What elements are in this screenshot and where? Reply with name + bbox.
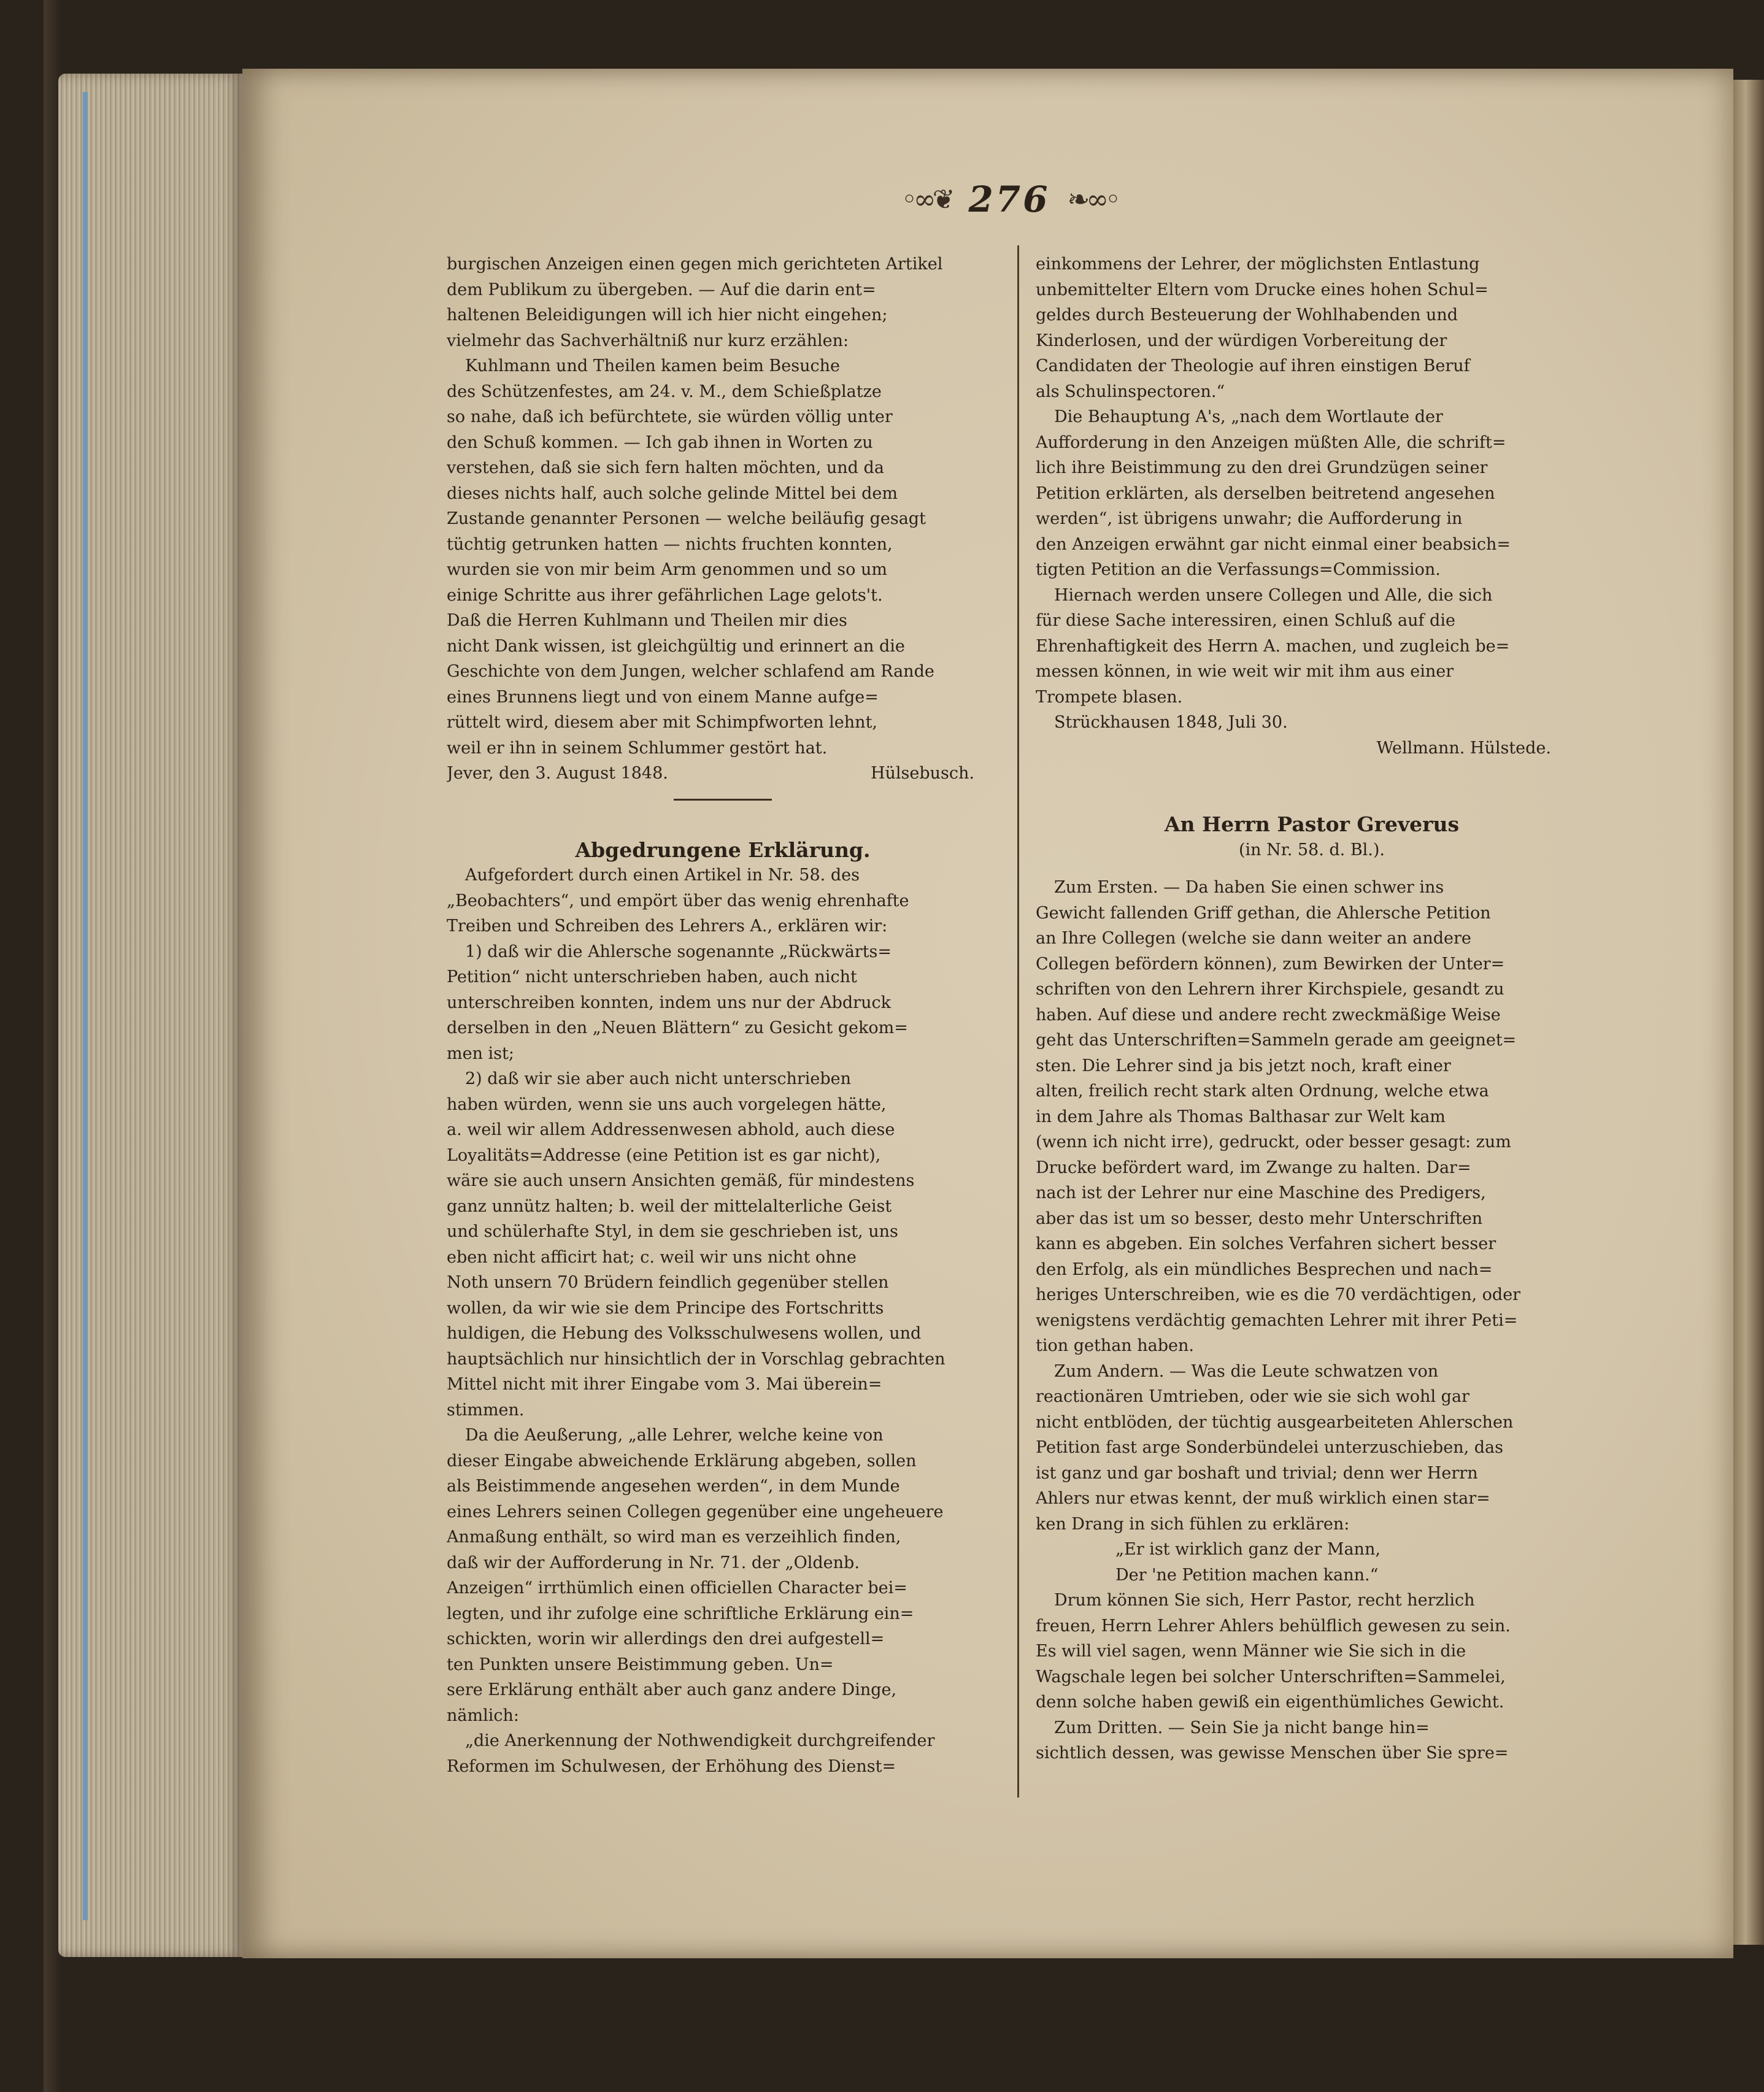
article-3-body	[1036, 875, 1588, 1766]
text-line: und schülerhafte Styl, in dem sie geschrieben ist, uns	[447, 1222, 898, 1241]
left-ornament-icon: ◦∞❦	[901, 183, 952, 215]
text-line: nicht entblöden, der tüchtig ausgearbeiteten Ahlerschen	[1036, 1412, 1514, 1432]
text-line: des Schützenfestes, am 24. v. M., dem Schießplatze	[447, 382, 882, 401]
text-line: Drucke befördert ward, im Zwange zu halten. Dar=	[1036, 1158, 1471, 1177]
text-line: Ehrenhaftigkeit des Herrn A. machen, und zugleich be=	[1036, 636, 1510, 656]
article-3-title: An Herrn Pastor Greverus	[1164, 812, 1460, 836]
text-line: denn solche haben gewiß ein eigenthümliches Gewicht.	[1036, 1693, 1504, 1712]
text-line: eben nicht afficirt hat; c. weil wir uns nicht ohne	[447, 1247, 857, 1267]
section-rule	[447, 786, 999, 812]
article-2-continuation	[1036, 252, 1588, 736]
text-line: Aufforderung in den Anzeigen müßten Alle, die schrift=	[1036, 433, 1506, 452]
text-line: stimmen.	[447, 1400, 525, 1420]
text-line: Treiben und Schreiben des Lehrers A., erklären wir:	[447, 917, 888, 936]
page-number: 276	[968, 179, 1050, 220]
text-line: ganz unnütz halten; b. weil der mittelalterliche Geist	[447, 1196, 892, 1216]
right-ornament-icon: ❧∞◦	[1067, 183, 1118, 215]
text-line: tüchtig getrunken hatten — nichts fruchten konnten,	[447, 534, 893, 554]
text-line: Zum Ersten. — Da haben Sie einen schwer ins	[1054, 878, 1444, 897]
text-line: hauptsächlich nur hinsichtlich der in Vorschlag gebrachten	[447, 1349, 946, 1369]
text-line: Gewicht fallenden Griff gethan, die Ahlersche Petition	[1036, 903, 1491, 923]
text-line: dieses nichts half, auch solche gelinde Mittel bei dem	[447, 483, 898, 503]
text-line: wurden sie von mir beim Arm genommen und so um	[447, 560, 887, 579]
text-line: (wenn ich nicht irre), gedruckt, oder besser gesagt: zum	[1036, 1133, 1511, 1152]
text-line: daß wir der Aufforderung in Nr. 71. der „Oldenb.	[447, 1553, 860, 1572]
page-header	[871, 175, 1147, 224]
text-line: ten Punkten unsere Beistimmung geben. Un=	[447, 1655, 834, 1674]
text-line: dieser Eingabe abweichende Erklärung abgeben, sollen	[447, 1451, 917, 1471]
bookmark-ribbon	[83, 92, 88, 1920]
text-line: einige Schritte aus ihrer gefährlichen Lage gelots't.	[447, 585, 883, 605]
text-line: haben. Auf diese und andere recht zweckmäßige Weise	[1036, 1005, 1501, 1025]
text-line: Geschichte von dem Jungen, welcher schlafend am Rande	[447, 662, 934, 681]
text-line: Candidaten der Theologie auf ihren einstigen Beruf	[1036, 356, 1470, 375]
text-line: unterschreiben konnten, indem uns nur der Abdruck	[447, 993, 891, 1012]
text-line: nämlich:	[447, 1706, 519, 1725]
text-line: a. weil wir allem Addressenwesen abhold, auch diese	[447, 1120, 895, 1139]
text-line: vielmehr das Sachverhältniß nur kurz erzählen:	[447, 331, 849, 350]
text-line: Strückhausen 1848, Juli 30.	[1054, 713, 1288, 732]
text-line: den Anzeigen erwähnt gar nicht einmal einer beabsich=	[1036, 534, 1511, 554]
book-page-edges	[58, 74, 242, 1957]
text-line: in dem Jahre als Thomas Balthasar zur Welt kam	[1036, 1107, 1446, 1126]
text-line: den Schuß kommen. — Ich gab ihnen in Worten zu	[447, 433, 873, 452]
text-line: sten. Die Lehrer sind ja bis jetzt noch, kraft einer	[1036, 1056, 1451, 1075]
text-line: Aufgefordert durch einen Artikel in Nr. 58. des	[465, 866, 860, 885]
text-line: Zum Dritten. — Sein Sie ja nicht bange hin=	[1054, 1718, 1430, 1737]
text-line: wenigstens verdächtig gemachten Lehrer mit ihrer Peti=	[1036, 1310, 1518, 1330]
text-line: tigten Petition an die Verfassungs=Commission.	[1036, 560, 1441, 579]
text-line: Petition erklärten, als derselben beitretend angesehen	[1036, 483, 1495, 503]
text-line: den Erfolg, als ein mündliches Besprechen und nach=	[1036, 1259, 1493, 1279]
text-line: wollen, da wir wie sie dem Principe des Fortschritts	[447, 1298, 884, 1318]
text-line: schriften von den Lehrern ihrer Kirchspiele, gesandt zu	[1036, 980, 1504, 999]
text-line: Noth unsern 70 Brüdern feindlich gegenüber stellen	[447, 1273, 889, 1292]
text-line: nicht Dank wissen, ist gleichgültig und erinnert an die	[447, 636, 905, 656]
text-line: Reformen im Schulwesen, der Erhöhung des Dienst=	[447, 1756, 896, 1776]
text-line: Drum können Sie sich, Herr Pastor, recht herzlich	[1054, 1591, 1475, 1610]
column-divider	[1017, 245, 1019, 1798]
text-line: Kuhlmann und Theilen kamen beim Besuche	[465, 356, 840, 375]
text-line: eines Brunnens liegt und von einem Manne aufge=	[447, 687, 879, 707]
text-line: „Er ist wirklich ganz der Mann,	[1115, 1540, 1381, 1559]
text-line: „die Anerkennung der Nothwendigkeit durchgreifender	[465, 1731, 935, 1750]
text-line: sichtlich dessen, was gewisse Menschen über Sie spre=	[1036, 1744, 1509, 1763]
text-line: Anmaßung enthält, so wird man es verzeihlich finden,	[447, 1528, 901, 1547]
article-2-title: Abgedrungene Erklärung.	[575, 837, 871, 862]
text-line: tion gethan haben.	[1036, 1336, 1195, 1355]
text-line: sere Erklärung enthält aber auch ganz andere Dinge,	[447, 1680, 897, 1699]
text-line: Petition“ nicht unterschrieben haben, auch nicht	[447, 967, 857, 986]
text-line: Trompete blasen.	[1036, 687, 1183, 707]
text-line: Loyalitäts=Addresse (eine Petition ist es gar nicht),	[447, 1145, 881, 1165]
text-line: reactionären Umtrieben, oder wie sie sich wohl gar	[1036, 1387, 1469, 1406]
text-line: Kinderlosen, und der würdigen Vorbereitung der	[1036, 331, 1447, 350]
text-line: ken Drang in sich fühlen zu erklären:	[1036, 1514, 1350, 1534]
text-line: aber das ist um so besser, desto mehr Unterschriften	[1036, 1209, 1483, 1228]
text-line: legten, und ihr zufolge eine schriftliche Erklärung ein=	[447, 1604, 914, 1623]
text-line: schickten, worin wir allerdings den drei aufgestell=	[447, 1629, 885, 1648]
text-line: „Beobachters“, und empört über das wenig ehrenhafte	[447, 891, 909, 910]
text-line: ist ganz und gar boshaft und trivial; denn wer Herrn	[1036, 1463, 1478, 1483]
text-line: freuen, Herrn Lehrer Ahlers behülflich gewesen zu sein.	[1036, 1616, 1511, 1636]
text-line: 2) daß wir sie aber auch nicht unterschrieben	[465, 1069, 852, 1088]
signature-place-date: Jever, den 3. August 1848.	[447, 764, 668, 783]
article-2-body	[447, 863, 999, 1779]
text-line: Daß die Herren Kuhlmann und Theilen mir dies	[447, 611, 847, 630]
text-line: als Beistimmende angesehen werden“, in dem Munde	[447, 1477, 900, 1496]
article-1-signature	[447, 761, 999, 786]
next-page-edge	[1733, 80, 1764, 1945]
article-2-signature: Wellmann. Hülstede.	[1376, 738, 1551, 758]
article-3-subtitle: (in Nr. 58. d. Bl.).	[1238, 840, 1385, 859]
text-line: Petition fast arge Sonderbündelei unterzuschieben, das	[1036, 1438, 1503, 1457]
text-line: Mittel nicht mit ihrer Eingabe vom 3. Mai überein=	[447, 1375, 882, 1394]
text-line: verstehen, daß sie sich fern halten möchten, und da	[447, 458, 884, 477]
text-line: werden“, ist übrigens unwahr; die Aufforderung in	[1036, 509, 1463, 528]
text-line: geldes durch Besteuerung der Wohlhabenden und	[1036, 306, 1458, 325]
text-line: Hiernach werden unsere Collegen und Alle, die sich	[1054, 585, 1493, 605]
article-1-body	[447, 252, 999, 761]
text-line: Zustande genannter Personen — welche beiläufig gesagt	[447, 509, 926, 528]
text-line: rüttelt wird, diesem aber mit Schimpfworten lehnt,	[447, 713, 877, 732]
text-line: eines Lehrers seinen Collegen gegenüber eine ungeheuere	[447, 1502, 944, 1521]
text-line: an Ihre Collegen (welche sie dann weiter an andere	[1036, 929, 1471, 948]
text-line: Anzeigen“ irrthümlich einen officiellen Character bei=	[447, 1579, 907, 1598]
left-column	[447, 252, 999, 1779]
text-line: kann es abgeben. Ein solches Verfahren sichert besser	[1036, 1234, 1496, 1253]
text-line: haltenen Beleidigungen will ich hier nicht eingehen;	[447, 306, 888, 325]
text-line: Es will viel sagen, wenn Männer wie Sie sich in die	[1036, 1642, 1466, 1661]
signature-name: Hülsebusch.	[870, 764, 974, 783]
text-line: für diese Sache interessiren, einen Schluß auf die	[1036, 611, 1455, 630]
right-column	[1036, 252, 1588, 1766]
text-line: Collegen befördern können), zum Bewirken der Unter=	[1036, 954, 1505, 974]
text-line: messen können, in wie weit wir mit ihm aus einer	[1036, 662, 1454, 681]
text-line: nach ist der Lehrer nur eine Maschine des Predigers,	[1036, 1183, 1486, 1202]
text-line: dem Publikum zu übergeben. — Auf die darin ent=	[447, 280, 876, 299]
text-line: unbemittelter Eltern vom Drucke eines hohen Schul=	[1036, 280, 1489, 299]
text-line: so nahe, daß ich befürchtete, sie würden völlig unter	[447, 407, 893, 426]
text-line: Zum Andern. — Was die Leute schwatzen von	[1054, 1361, 1439, 1381]
text-line: Der 'ne Petition machen kann.“	[1115, 1565, 1379, 1585]
text-line: lich ihre Beistimmung zu den drei Grundzügen seiner	[1036, 458, 1488, 477]
text-line: haben würden, wenn sie uns auch vorgelegen hätte,	[447, 1094, 887, 1114]
text-line: geht das Unterschriften=Sammeln gerade am geeignet=	[1036, 1031, 1517, 1050]
text-line: men ist;	[447, 1044, 514, 1063]
text-line: Wagschale legen bei solcher Unterschriften=Sammelei,	[1036, 1667, 1506, 1686]
text-line: Da die Aeußerung, „alle Lehrer, welche keine von	[465, 1426, 884, 1445]
text-line: alten, freilich recht stark alten Ordnung, welche etwa	[1036, 1082, 1489, 1101]
text-line: 1) daß wir die Ahlersche sogenannte „Rückwärts=	[465, 942, 892, 961]
text-line: einkommens der Lehrer, der möglichsten Entlastung	[1036, 255, 1480, 274]
text-line: Ahlers nur etwas kennt, der muß wirklich einen star=	[1036, 1489, 1490, 1508]
text-line: huldigen, die Hebung des Volksschulwesens wollen, und	[447, 1324, 922, 1343]
text-line: wäre sie auch unsern Ansichten gemäß, für mindestens	[447, 1171, 915, 1190]
text-line: burgischen Anzeigen einen gegen mich gerichteten Artikel	[447, 255, 943, 274]
text-line: derselben in den „Neuen Blättern“ zu Gesicht gekom=	[447, 1018, 908, 1037]
text-line: als Schulinspectoren.“	[1036, 382, 1225, 401]
text-line: weil er ihn in seinem Schlummer gestört hat.	[447, 738, 828, 758]
text-line: heriges Unterschreiben, wie es die 70 verdächtigen, oder	[1036, 1285, 1521, 1304]
text-line: Die Behauptung A's, „nach dem Wortlaute der	[1054, 407, 1443, 426]
